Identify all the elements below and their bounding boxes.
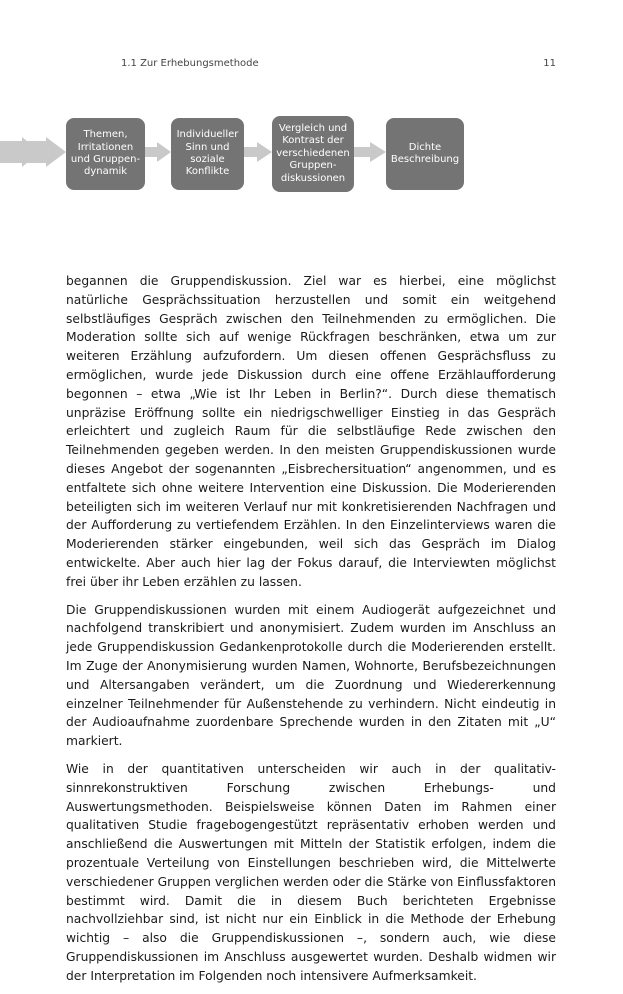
arrow-incoming-left xyxy=(0,110,70,200)
flow-box-line: Gruppen- xyxy=(289,160,337,172)
flow-box-line: und Gruppen- xyxy=(70,154,141,165)
body-text xyxy=(66,272,556,994)
running-header-title: 1.1 Zur Erhebungsmethode xyxy=(121,58,259,69)
flow-box-line: Dichte xyxy=(408,141,442,153)
flow-box-line: Vergleich und xyxy=(278,122,348,134)
flow-box-themen xyxy=(66,118,145,190)
flow-box-line: Irritationen xyxy=(77,141,134,153)
flow-box-line: Sinn und xyxy=(185,141,230,153)
paragraph-2: Die Gruppendiskussionen wurden mit einem Audiogerät aufgezeichnet und nachfolgend transkribiert und anonymisiert. Zudem wurden im Anschluss an jede Gruppendiskussion Gedankenprotokolle durch die Moderierenden erstellt. Im Zuge der Anonymisierung wurden Namen, Wohnorte, Berufsbezeichnungen und Altersangaben verändert, um die Zuordnung und Wiedererkennung einzelner Teilnehmender für Außenstehende zu verhindern. Nicht eindeutig in der Audioaufnahme zuordenbare Sprechende wurden in den Zitaten mit „U“ markiert. xyxy=(66,602,556,749)
flow-box-individueller-sinn xyxy=(171,118,244,190)
flow-box-line: diskussionen xyxy=(280,172,346,184)
flow-box-line: Kontrast der xyxy=(282,135,344,147)
arrow-3-to-4 xyxy=(354,110,386,200)
flow-box-line: verschiedenen xyxy=(276,147,350,159)
paragraph-3: Wie in der quantitativen unterscheiden wir auch in der qualitativ-sinnrekonstruktiven Forschung zwischen Erhebungs- und Auswertungsmethoden. Beispielsweise können Daten im Rahmen einer qualitativen Studie fragebogengestützt repräsentativ erhoben werden und anschließend die Auswertungen mit Mitteln der Statistik erfolgen, indem die prozentuale Verteilung von Einstellungen beschrieben wird, die Mittelwerte verschiedener Gruppen verglichen werden oder die Stärke von Einflussfaktoren bestimmt wird. Damit die in diesem Buch berichteten Ergebnisse nachvollziehbar sind, ist nicht nur ein Einblick in die Methode der Erhebung wichtig – also die Gruppendiskussionen –, sondern auch, wie diese Gruppendiskussionen im Anschluss ausgewertet wurden. Deshalb widmen wir der Interpretation im Folgenden noch intensivere Aufmerksamkeit. xyxy=(66,761,556,983)
process-flow-diagram xyxy=(0,110,623,200)
paragraph-1: begannen die Gruppendiskussion. Ziel war es hierbei, eine möglichst natürliche Gesprächssituation herzustellen und somit ein weitgehend selbstläufiges Gespräch zwischen den Teilnehmenden zu ermöglichen. Die Moderation sollte sich auf wenige Rückfragen beschränken, etwa um zur weiteren Erzählung aufzufordern. Um diesen offenen Gesprächsfluss zu ermöglichen, wurde jede Diskussion durch eine offene Erzählaufforderung begonnen – etwa „Wie ist Ihr Leben in Berlin?“. Durch diese thematisch unpräzise Eröffnung sollte ein niedrigschwelliger Einstieg in das Gespräch erleichtert und zugleich Raum für die selbstläufige Rede zwischen den Teilnehmenden gegeben werden. In den meisten Gruppendiskussionen wurde dieses Angebot der sogenannten „Eisbrechersituation“ angenommen, und es entfaltete sich ohne weitere Intervention eine Diskussion. Die Moderierenden beteiligten sich im weiteren Verlauf nur mit konkretisierenden Nachfragen und der Aufforderung zu vertiefendem Erzählen. In den Einzelinterviews waren die Moderierenden stärker eingebunden, weil sich das Gespräch im Dialog entwickelte. Aber auch hier lag der Fokus darauf, die Interviewten möglichst frei über ihr Leben erzählen zu lassen. xyxy=(66,274,556,589)
page-number: 11 xyxy=(543,58,556,69)
flow-box-line: Beschreibung xyxy=(390,154,460,165)
arrow-1-to-2 xyxy=(145,110,171,200)
flow-box-line: Themen, xyxy=(83,129,128,141)
flow-box-line: Individueller xyxy=(176,129,239,141)
arrow-2-to-3 xyxy=(244,110,272,200)
running-header xyxy=(121,58,556,72)
flow-box-vergleich-kontrast xyxy=(272,116,354,192)
flow-box-line: Konflikte xyxy=(185,166,230,178)
flow-box-line: dynamik xyxy=(83,166,128,178)
flow-box-dichte-beschreibung xyxy=(386,118,464,190)
flow-box-line: soziale xyxy=(190,154,225,165)
